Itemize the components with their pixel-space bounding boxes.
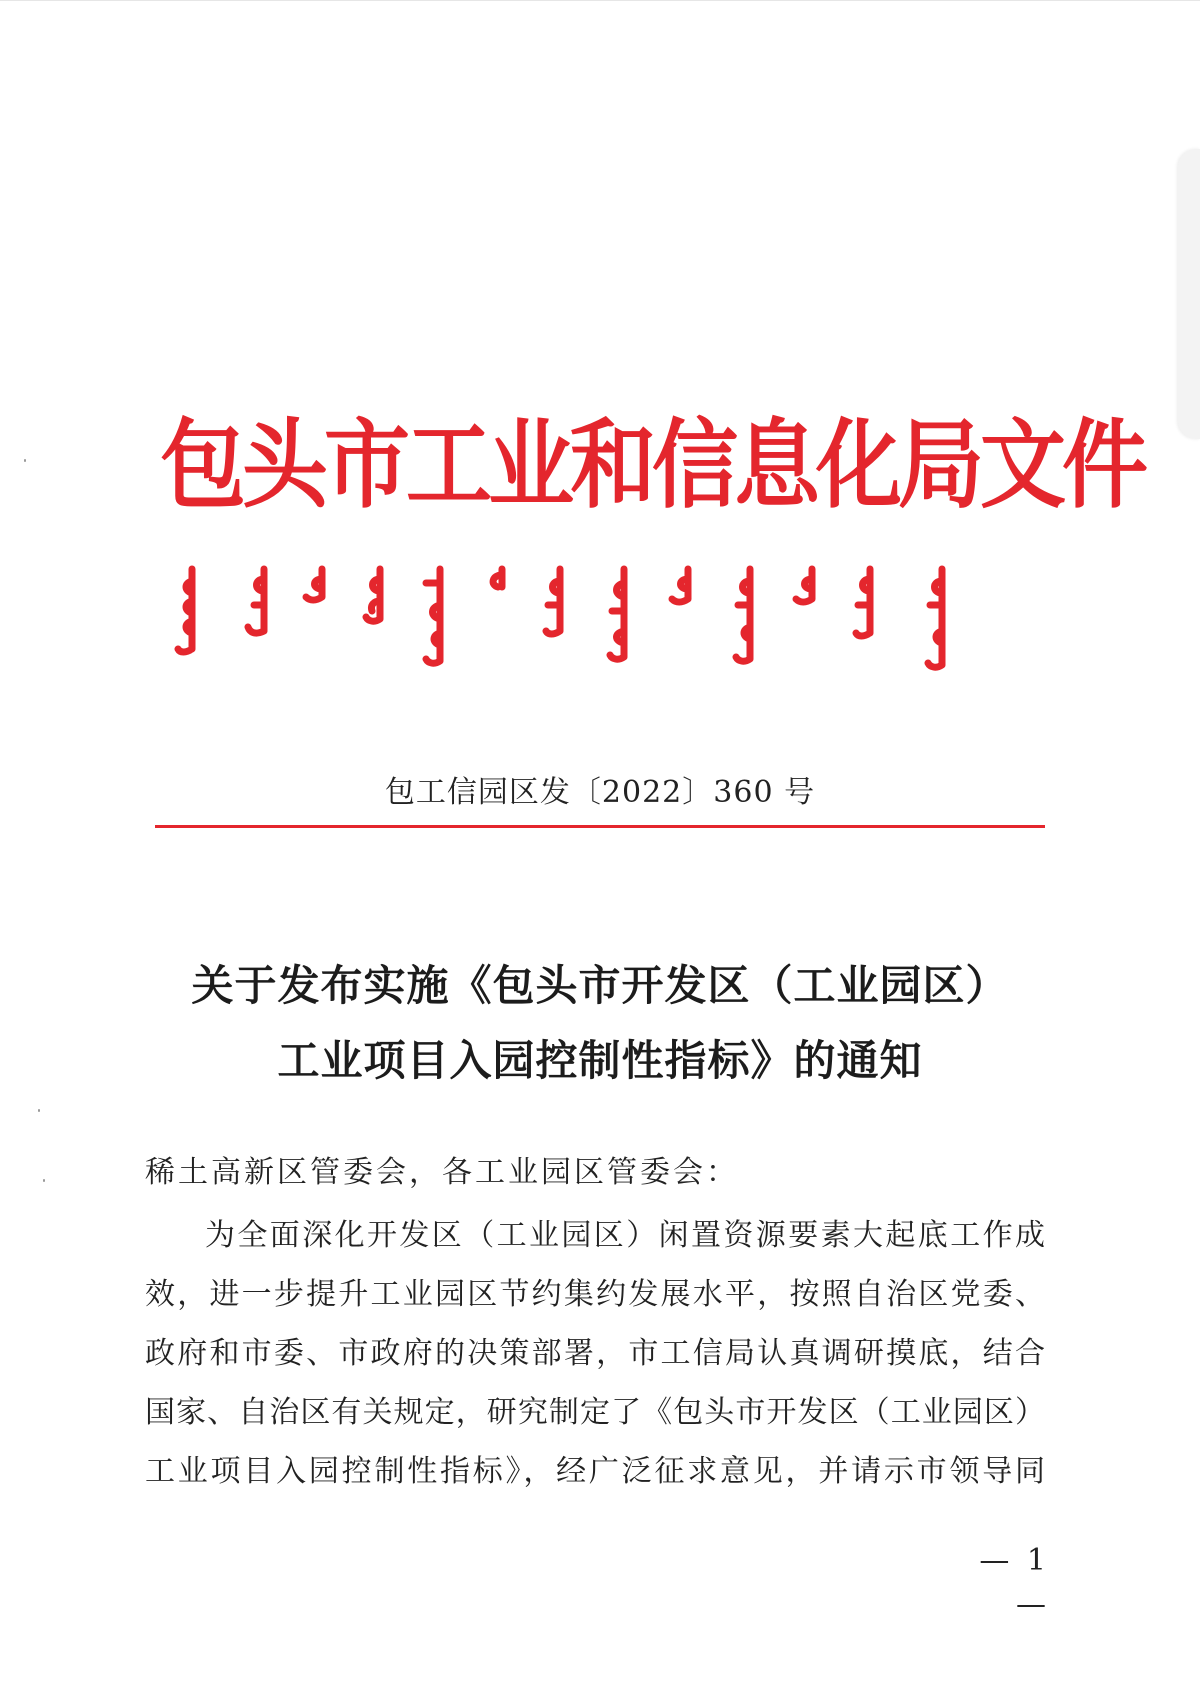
body-line: 效，进一步提升工业园区节约集约发展水平，按照自治区党委、 (145, 1277, 1045, 1312)
scroll-handle[interactable] (1178, 149, 1200, 439)
body-line: 政府和市委、市政府的决策部署，市工信局认真调研摸底，结合 (145, 1336, 1045, 1371)
mongolian-script-glyphs (172, 561, 1032, 671)
body-line: 工业项目入园控制性指标》，经广泛征求意见，并请示市领导同 (145, 1454, 1045, 1489)
scan-speck (43, 1179, 45, 1182)
addressee: 稀土高新区管委会，各工业园区管委会： (145, 1155, 739, 1190)
issuer-title: 包头市工业和信息化局文件 (160, 408, 1144, 522)
body-line: 为全面深化开发区（工业园区）闲置资源要素大起底工作成 (205, 1218, 1045, 1253)
scan-speck (24, 459, 26, 462)
page-number: — 1 — (979, 1543, 1050, 1622)
notice-title-line-2: 工业项目入园控制性指标》的通知 (277, 1036, 923, 1085)
red-divider (155, 825, 1045, 828)
body-line: 国家、自治区有关规定，研究制定了《包头市开发区（工业园区） (145, 1395, 1045, 1430)
document-number: 包工信园区发〔2022〕360 号 (384, 775, 816, 810)
notice-title-line-1: 关于发布实施《包头市开发区（工业园区） (191, 961, 1009, 1010)
scan-speck (38, 1109, 40, 1112)
mongolian-script-header (172, 561, 1032, 671)
